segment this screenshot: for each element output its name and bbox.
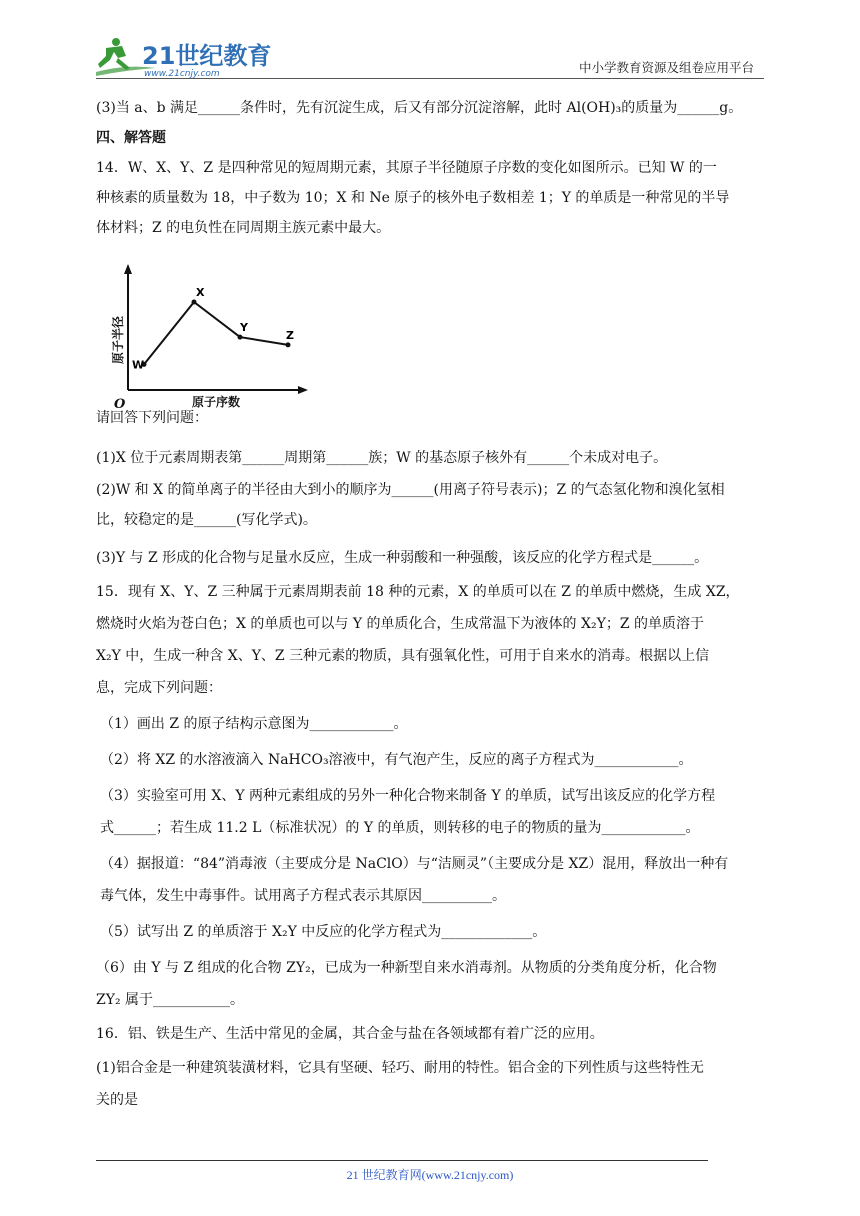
text-line: 体材料；Z 的电负性在同周期主族元素中最大。 <box>96 220 391 236</box>
y-axis-label: 原子半径 <box>111 315 125 364</box>
x-axis-label: 原子序数 <box>192 395 241 409</box>
text-line: X₂Y 中，生成一种含 X、Y、Z 三种元素的物质，具有强氧化性，可用于自来水的消毒。根据以上信 <box>96 648 710 664</box>
logo-main-text: 21世纪教育 <box>142 42 272 70</box>
point-label-z: Z <box>286 328 294 342</box>
footer-divider <box>96 1160 708 1161</box>
text-line: 比，较稳定的是______(写化学式)。 <box>96 512 317 528</box>
text-line: （1）画出 Z 的原子结构示意图为____________。 <box>100 716 408 732</box>
point-label-w: W <box>132 358 145 372</box>
text-line: （3）实验室可用 X、Y 两种元素组成的另外一种化合物来制备 Y 的单质，试写出该反应的化学方程 <box>100 788 716 804</box>
text-line: ZY₂ 属于___________。 <box>96 992 245 1008</box>
data-point-y <box>238 335 243 340</box>
text-line: （4）据报道：“84”消毒液（主要成分是 NaClO）与“洁厕灵”（主要成分是 XZ）混用，释放出一种有 <box>100 856 729 872</box>
page-footer: 21 世纪教育网(www.21cnjy.com) <box>346 1168 514 1182</box>
point-label-y: Y <box>240 321 248 335</box>
text-line: 15．现有 X、Y、Z 三种属于元素周期表前 18 种的元素，X 的单质可以在 Z 的单质中燃烧，生成 XZ， <box>96 584 740 600</box>
text-line: （2）将 XZ 的水溶液滴入 NaHCO₃溶液中，有气泡产生，反应的离子方程式为____________。 <box>100 752 693 768</box>
site-logo <box>96 34 306 78</box>
text-line: 息，完成下列问题： <box>96 680 222 696</box>
text-line: (3)当 a、b 满足______条件时，先有沉淀生成，后又有部分沉淀溶解，此时 Al(OH)₃的质量为______g。 <box>96 100 743 116</box>
y-axis-arrow <box>124 264 132 274</box>
text-line: （6）由 Y 与 Z 组成的化合物 ZY₂，已成为一种新型自来水消毒剂。从物质的分类角度分析，化合物 <box>96 960 717 976</box>
text-line: 四、解答题 <box>96 130 166 146</box>
atomic-radius-chart <box>108 262 308 414</box>
origin-label: O <box>114 397 126 412</box>
data-point-x <box>192 300 197 305</box>
data-point-z <box>286 342 291 347</box>
text-line: （5）试写出 Z 的单质溶于 X₂Y 中反应的化学方程式为_____________。 <box>100 924 547 940</box>
text-line: 毒气体，发生中毒事件。试用离子方程式表示其原因__________。 <box>100 888 506 904</box>
page-header <box>96 30 764 80</box>
text-line: 请回答下列问题： <box>96 410 208 426</box>
chart-marks <box>132 286 294 371</box>
text-line: (3)Y 与 Z 形成的化合物与足量水反应，生成一种弱酸和一种强酸，该反应的化学方程式是______。 <box>96 550 709 566</box>
header-divider <box>96 78 764 79</box>
text-line: 14．W、X、Y、Z 是四种常见的短周期元素，其原子半径随原子序数的变化如图所示。已知 W 的一 <box>96 160 717 176</box>
text-line: (1)铝合金是一种建筑装潢材料，它具有坚硬、轻巧、耐用的特性。铝合金的下列性质与这些特性无 <box>96 1060 704 1076</box>
x-axis-arrow <box>298 386 308 394</box>
text-line: 16．铝、铁是生产、生活中常见的金属，其合金与盐在各领域都有着广泛的应用。 <box>96 1026 604 1042</box>
radius-line <box>144 302 288 364</box>
platform-name: 中小学教育资源及组卷应用平台 <box>578 60 754 75</box>
text-line: 关的是 <box>96 1092 138 1108</box>
text-line: (1)X 位于元素周期表第______周期第______族；W 的基态原子核外有______个未成对电子。 <box>96 450 668 466</box>
text-line: 式______；若生成 11.2 L（标准状况）的 Y 的单质，则转移的电子的物质的量为____________。 <box>100 820 700 836</box>
text-line: (2)W 和 X 的简单离子的半径由大到小的顺序为______(用离子符号表示)；Z 的气态氢化物和溴化氢相 <box>96 482 725 498</box>
text-line: 燃烧时火焰为苍白色；X 的单质也可以与 Y 的单质化合，生成常温下为液体的 X₂Y；Z 的单质溶于 <box>96 616 705 632</box>
point-label-x: X <box>196 286 205 299</box>
text-line: 种核素的质量数为 18，中子数为 10；X 和 Ne 原子的核外电子数相差 1；Y 的单质是一种常见的半导 <box>96 190 730 206</box>
logo-sub-text: www.21cnjy.com <box>144 69 220 78</box>
